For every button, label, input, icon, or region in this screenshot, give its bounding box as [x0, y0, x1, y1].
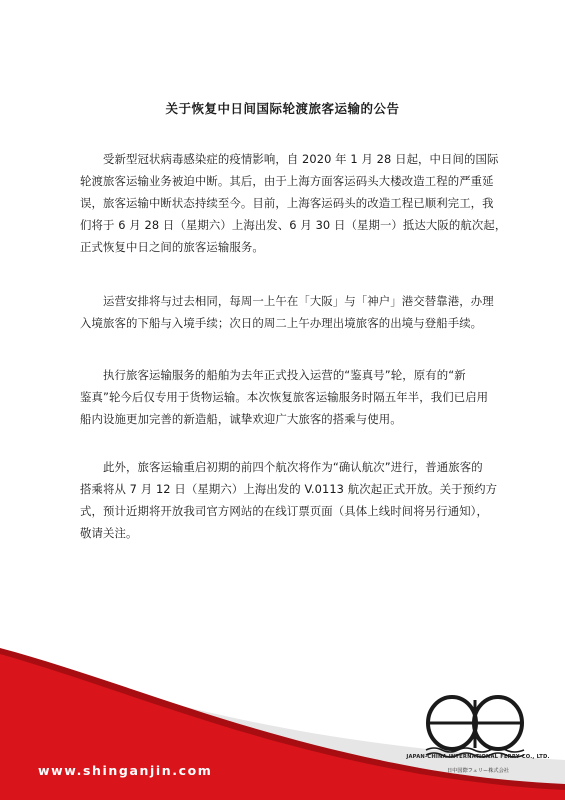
paragraph-3 — [80, 364, 490, 430]
paragraph-line: 鉴真”轮今后仅专用于货物运输。本次恢复旅客运输服务时隔五年半，我们已启用 — [80, 390, 489, 404]
paragraph-1 — [80, 148, 507, 258]
paragraph-line: 误，旅客运输中断状态持续至今。目前，上海客运码头的改造工程已顺利完工，我 — [80, 196, 494, 210]
paragraph-line: 式，预计近期将开放我司官方网站的在线订票页面（具体上线时间将另行通知）， — [80, 504, 488, 518]
paragraph-line: 此外，旅客运输重启初期的前四个航次将作为“确认航次”进行，普通旅客的 — [103, 460, 483, 474]
paragraph-line: 入境旅客的下船与入境手续；次日的周二上午办理出境旅客的出境与登船手续。 — [80, 316, 483, 330]
paragraph-line: 们将于 6 月 28 日（星期六）上海出发、6 月 30 日（星期一）抵达大阪的航次起， — [80, 218, 507, 232]
paragraph-line: 正式恢复中日之间的旅客运输服务。 — [80, 240, 264, 254]
paragraph-line: 受新型冠状病毒感染症的疫情影响，自 2020 年 1 月 28 日起，中日间的国际 — [103, 152, 499, 166]
paragraph-2 — [80, 290, 494, 334]
paragraph-line: 搭乘将从 7 月 12 日（星期六）上海出发的 V.0113 航次起正式开放。关于预约方 — [80, 482, 498, 496]
paragraph-line: 敬请关注。 — [80, 526, 138, 540]
paragraph-line: 船内设施更加完善的新造船，诚挚欢迎广大旅客的搭乘与使用。 — [80, 412, 402, 426]
ferry-company-logo-icon — [420, 690, 530, 760]
website-url[interactable]: www.shinganjin.com — [38, 763, 213, 778]
paragraph-line: 执行旅客运输服务的船舶为去年正式投入运营的“鉴真号”轮，原有的“新 — [103, 368, 466, 382]
paragraph-line: 轮渡旅客运输业务被迫中断。其后，由于上海方面客运码头大楼改造工程的严重延 — [80, 174, 494, 188]
document-title: 关于恢复中日间国际轮渡旅客运输的公告 — [165, 101, 400, 116]
company-name-english: JAPAN-CHINA INTERNATIONAL FERRY CO., LTD. — [406, 754, 550, 760]
paragraph-line: 运营安排将与过去相同，每周一上午在「大阪」与「神户」港交替靠港，办理 — [103, 294, 494, 308]
company-name-japanese: 日中国際フェリー株式会社 — [447, 768, 509, 774]
paragraph-4 — [80, 456, 498, 544]
